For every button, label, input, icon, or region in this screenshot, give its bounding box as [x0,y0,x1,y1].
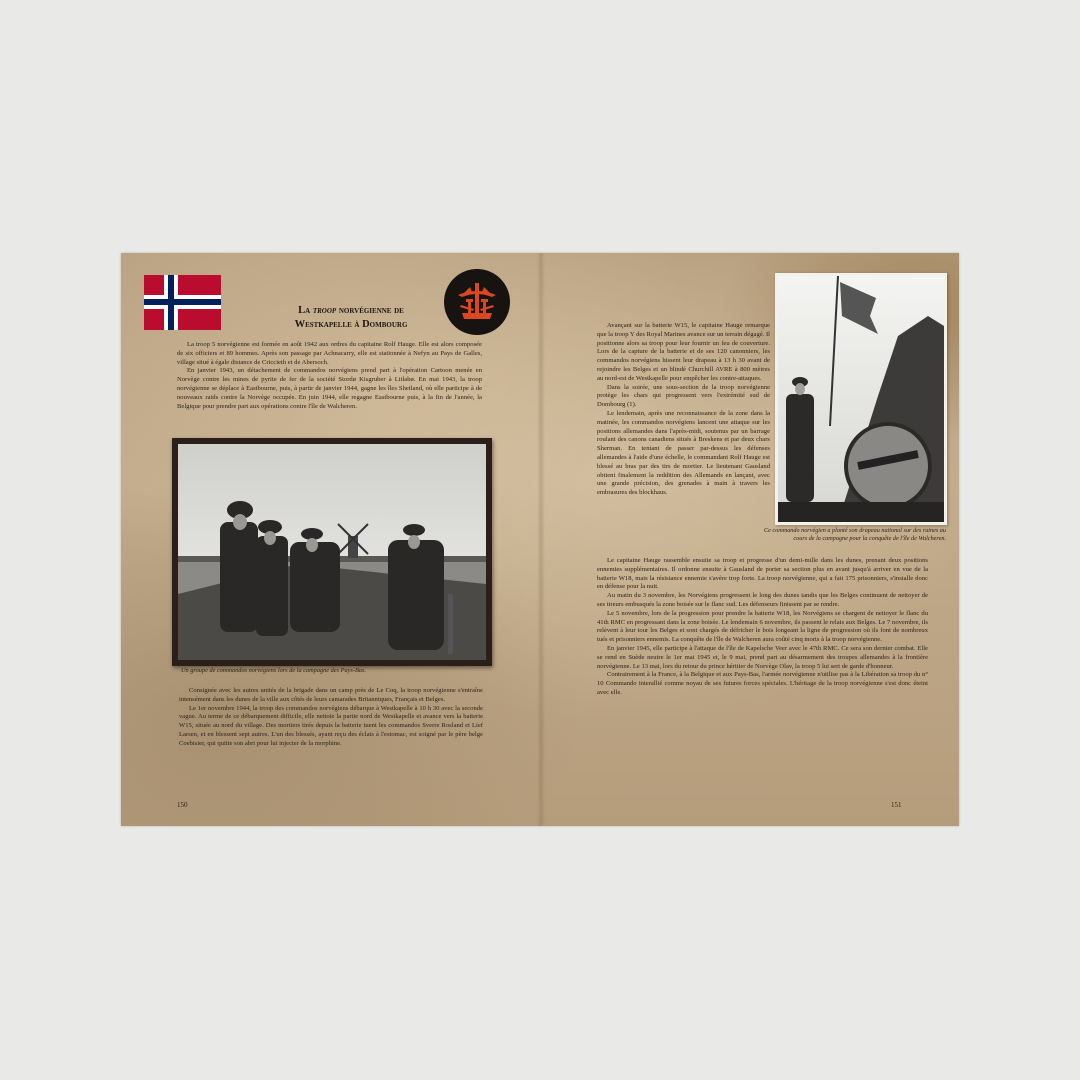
book-spread [121,253,959,826]
title-prefix: La [298,305,311,316]
title-line2: Westkapelle à Dombourg [294,319,408,330]
paragraph: En janvier 1945, elle participe à l'attaque de l'île de Kapelsche Veer avec le 47th RMC. Ce sera son dernier combat. Elle se rend en Suède neutre le 1er mai 1945 et, le 9 mai, prend part au désarmement des troupes allemandes à la frontière norvégienne. Le 13 mai, lors du retour du prince héritier de Norvège Olav, la troop 5 lui sert de garde d'honneur. [597,644,928,670]
paragraph: Au matin du 3 novembre, les Norvégiens progressent le long des dunes tandis que les Belges continuent de nettoyer de ses tireurs embusqués la zone boisée sur le flanc sud. Les défenseurs finissent par se rendre. [597,592,928,608]
commando-with-flag-photo [775,273,947,525]
page-number-right: 151 [891,801,902,809]
paragraph: Le lendemain, après une reconnaissance de la zone dans la matinée, les commandos norvégiens lancent une attaque sur les positions allemandes dans l'après-midi, soutenus par un barrage roulant des canons canadiens situés à Breskens et par deux chars Sherman. En tentant de passer par-dessus les défenses allemandes à l'aide d'une échelle, le commandant Rolf Hauge est blessé au bras par des tirs de mortier. Le lieutenant Gausland obtient finalement la reddition des Allemands en lançant, avec une grande précision, des grenades à main à travers les embrasures des blockhaus. [597,409,770,497]
paragraph: Dans la soirée, une sous-section de la troop norvégienne protège les chars qui progressent vers l'extrémité sud de Dombourg (1). [597,383,770,409]
left-photo-caption: Un groupe de commandos norvégiens lors de la campagne des Pays-Bas. [181,667,366,674]
paragraph: En janvier 1943, un détachement de commandos norvégiens prend part à l'opération Cartoon menée en Norvège contre les mines de pyrite de fer de la société Stordø Kisgruber à Litlabø. En mai 1943, la troop norvégienne se déplace à Eastbourne, puis, à partir de janvier 1944, gagne les îles Shetland, où elle participe à de nouveaux raids contre la Norvège occupée. En juin 1944, elle regagne Eastbourne puis, à la fin de l'année, la Belgique pour prendre part aux opérations contre l'île de Walcheren. [177,367,482,410]
left-page-body [179,687,483,749]
article-title [251,304,451,332]
left-page-intro [177,341,482,411]
paragraph: La troop 5 norvégienne est formée en août 1942 aux ordres du capitaine Rolf Hauge. Elle est alors composée de six officiers et 89 hommes. Après son passage par Achnacarry, elle est stationnée à Nefyn au Pays de Galles, village situé à égale distance de Criccieth et de Abersoch. [177,341,482,366]
paragraph: Avançant sur la batterie W15, le capitaine Hauge remarque que la troop Y des Royal Marines avance sur un terrain dégagé. Il positionne alors sa troop pour leur fournir un feu de couverture. Lors de la capture de la batterie et de ses 120 canonniers, les commandos norvégiens hissent leur drapeau à 13 h 30 avant de rejoindre les Belges et un blindé Churchill AVRE à 800 mètres au nord-est de Westkapelle pour empêcher les contre-attaques. [597,322,770,382]
right-photo-caption: Ce commando norvégien a planté son drapeau national sur des ruines au cours de la campagne pour la conquête de l'île de Walcheren. [764,527,946,542]
paragraph: Le 5 novembre, lors de la progression pour prendre la batterie W18, les Norvégiens se chargent de nettoyer le flanc du 41th RMC en progressant dans la zone boisée. Le lendemain 6 novembre, ils passent le relais aux Belges. Le 7 novembre, ils relèvent à leur tour les Belges et sont chargés de défricher le bois longeant la ligne de progression où ils font de nombreux tués et prisonniers ennemis. La conquête de l'île de Walcheren aura coûté cinq morts à la troop norvégienne. [597,609,928,644]
norway-flag-icon [144,275,221,330]
paragraph: Le 1er novembre 1944, la troop des commandos norvégiens débarque à Westkapelle à 10 h 30 avec la seconde vague. Au terme de ce débarquement difficile, elle nettoie la partie nord de Westkapelle et avance vers la batterie W15, située au nord du village. Des mortiers tirés depuis la batterie tuent les commandos Sverre Rosland et Lief Larsen, et en blessent sept autres. L'un des blessés, ayant reçu des éclats à l'estomac, est soigné par le père belge Coebisier, qui quitte son abri pour lui injecter de la morphine. [179,704,483,747]
paragraph: Consignée avec les autres unités de la brigade dans un camp près de Le Coq, la troop norvégienne s'entraîne intensément dans les dunes de la ville aux côtés de leurs camarades Britanniques, Français et Belges. [179,687,483,703]
book-gutter [537,253,545,826]
right-page-column [597,322,770,498]
combined-operations-badge-icon [444,269,510,335]
title-troop-word: troop [312,305,337,316]
group-of-commandos-photo [172,438,492,666]
title-line1-rest: norvégienne de [338,305,404,316]
paragraph: Contrairement à la France, à la Belgique et aux Pays-Bas, l'armée norvégienne n'utilise pas à la Libération sa troop du n° 10 Commando interallié comme noyau de ses futures forces spéciales. L'héritage de la troop norvégienne s'est donc éteint avec elle. [597,671,928,696]
page-number-left: 150 [177,801,188,809]
right-page-body [597,557,928,698]
paragraph: Le capitaine Hauge rassemble ensuite sa troop et progresse d'un demi-mille dans les dunes, prenant deux positions ennemies supplémentaires. Il ordonne ensuite à Gausland de porter sa section plus en avant jusqu'à arriver en vue de la batterie W18, mais la résistance ennemie s'avère trop forte. La troop norvégienne, qui a fait 175 prisonniers, s'installe donc en défense pour la nuit. [597,557,928,591]
